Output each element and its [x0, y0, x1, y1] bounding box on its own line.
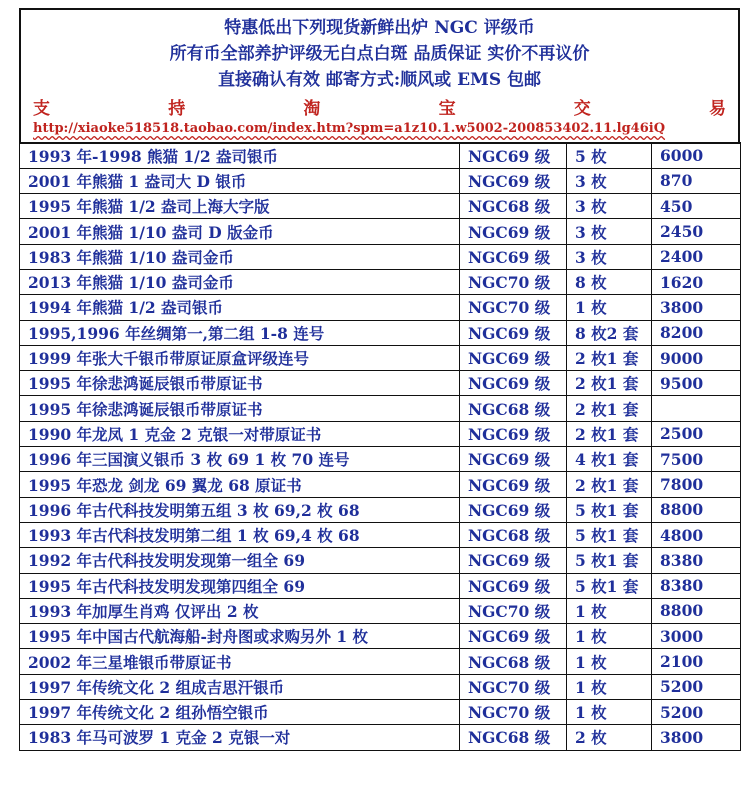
grade-cell: NGC69 级	[460, 447, 567, 472]
coin-name-cell: 1994 年熊猫 1/2 盎司银币	[20, 295, 460, 320]
quantity-cell: 3 枚	[567, 244, 652, 269]
quantity-cell: 2 枚1 套	[567, 421, 652, 446]
grade-cell: NGC69 级	[460, 168, 567, 193]
coin-name-cell: 1992 年古代科技发明发现第一组全 69	[20, 548, 460, 573]
quantity-cell: 5 枚1 套	[567, 497, 652, 522]
quantity-cell: 5 枚1 套	[567, 522, 652, 547]
price-cell: 870	[652, 168, 741, 193]
table-row	[20, 598, 741, 623]
quantity-cell: 5 枚1 套	[567, 573, 652, 598]
table-row	[20, 244, 741, 269]
coin-listing-table	[19, 142, 741, 751]
table-row	[20, 548, 741, 573]
price-cell: 7500	[652, 447, 741, 472]
grade-cell: NGC69 级	[460, 143, 567, 168]
quantity-cell: 1 枚	[567, 700, 652, 725]
price-cell: 7800	[652, 472, 741, 497]
coin-name-cell: 1983 年马可波罗 1 克金 2 克银一对	[20, 725, 460, 750]
table-row	[20, 194, 741, 219]
price-cell: 8800	[652, 497, 741, 522]
quantity-cell: 5 枚	[567, 143, 652, 168]
quantity-cell: 2 枚1 套	[567, 345, 652, 370]
table-row	[20, 624, 741, 649]
table-row	[20, 168, 741, 193]
price-cell	[652, 396, 741, 421]
grade-cell: NGC69 级	[460, 548, 567, 573]
quantity-cell: 1 枚	[567, 598, 652, 623]
coin-name-cell: 1995 年中国古代航海船-封舟图或求购另外 1 枚	[20, 624, 460, 649]
price-cell: 2400	[652, 244, 741, 269]
table-row	[20, 295, 741, 320]
shop-url-link[interactable]: http://xiaoke518518.taobao.com/index.htm?spm=a1z10.1.w5002-200853402.11.lg46iQ	[33, 121, 666, 136]
table-row	[20, 396, 741, 421]
grade-cell: NGC69 级	[460, 624, 567, 649]
coin-name-cell: 1995 年古代科技发明发现第四组全 69	[20, 573, 460, 598]
table-row	[20, 472, 741, 497]
price-cell: 8200	[652, 320, 741, 345]
coin-name-cell: 1993 年-1998 熊猫 1/2 盎司银币	[20, 143, 460, 168]
table-row	[20, 320, 741, 345]
coin-name-cell: 1996 年三国演义银币 3 枚 69 1 枚 70 连号	[20, 447, 460, 472]
quantity-cell: 3 枚	[567, 219, 652, 244]
quantity-cell: 3 枚	[567, 168, 652, 193]
price-cell: 3000	[652, 624, 741, 649]
price-cell: 3800	[652, 295, 741, 320]
grade-cell: NGC69 级	[460, 244, 567, 269]
price-cell: 6000	[652, 143, 741, 168]
coin-name-cell: 1983 年熊猫 1/10 盎司金币	[20, 244, 460, 269]
price-cell: 2500	[652, 421, 741, 446]
quantity-cell: 2 枚	[567, 725, 652, 750]
quantity-cell: 2 枚1 套	[567, 472, 652, 497]
quantity-cell: 1 枚	[567, 674, 652, 699]
quantity-cell: 1 枚	[567, 649, 652, 674]
grade-cell: NGC69 级	[460, 472, 567, 497]
table-row	[20, 573, 741, 598]
coin-name-cell: 1993 年古代科技发明第二组 1 枚 69,4 枚 68	[20, 522, 460, 547]
coin-name-cell: 2001 年熊猫 1 盎司大 D 银币	[20, 168, 460, 193]
table-row	[20, 497, 741, 522]
quantity-cell: 8 枚2 套	[567, 320, 652, 345]
grade-cell: NGC70 级	[460, 700, 567, 725]
coin-name-cell: 1997 年传统文化 2 组孙悟空银币	[20, 700, 460, 725]
table-row	[20, 421, 741, 446]
taobao-support-line	[33, 94, 726, 119]
grade-cell: NGC68 级	[460, 725, 567, 750]
grade-cell: NGC69 级	[460, 371, 567, 396]
support-char: 持	[168, 99, 186, 119]
grade-cell: NGC70 级	[460, 598, 567, 623]
price-cell: 5200	[652, 674, 741, 699]
quantity-cell: 3 枚	[567, 194, 652, 219]
price-cell: 8380	[652, 573, 741, 598]
grade-cell: NGC69 级	[460, 320, 567, 345]
table-row	[20, 725, 741, 750]
coin-name-cell: 2002 年三星堆银币带原证书	[20, 649, 460, 674]
quantity-cell: 1 枚	[567, 624, 652, 649]
header-box	[19, 8, 740, 142]
coin-name-cell: 2001 年熊猫 1/10 盎司 D 版金币	[20, 219, 460, 244]
support-char: 易	[708, 99, 726, 119]
grade-cell: NGC68 级	[460, 649, 567, 674]
support-char: 交	[573, 99, 591, 119]
grade-cell: NGC68 级	[460, 194, 567, 219]
quantity-cell: 2 枚1 套	[567, 371, 652, 396]
grade-cell: NGC68 级	[460, 396, 567, 421]
grade-cell: NGC69 级	[460, 497, 567, 522]
coin-name-cell: 1995 年徐悲鸿诞辰银币带原证书	[20, 371, 460, 396]
table-row	[20, 143, 741, 168]
price-cell: 450	[652, 194, 741, 219]
support-char: 支	[33, 99, 50, 119]
coin-name-cell: 1995,1996 年丝绸第一,第二组 1-8 连号	[20, 320, 460, 345]
table-row	[20, 674, 741, 699]
grade-cell: NGC69 级	[460, 345, 567, 370]
grade-cell: NGC70 级	[460, 269, 567, 294]
support-char: 宝	[438, 99, 456, 119]
coin-name-cell: 1990 年龙凤 1 克金 2 克银一对带原证书	[20, 421, 460, 446]
coin-name-cell: 2013 年熊猫 1/10 盎司金币	[20, 269, 460, 294]
grade-cell: NGC70 级	[460, 674, 567, 699]
table-row	[20, 219, 741, 244]
table-row	[20, 522, 741, 547]
table-row	[20, 345, 741, 370]
quantity-cell: 2 枚1 套	[567, 396, 652, 421]
table-row	[20, 371, 741, 396]
grade-cell: NGC70 级	[460, 295, 567, 320]
quantity-cell: 4 枚1 套	[567, 447, 652, 472]
grade-cell: NGC69 级	[460, 573, 567, 598]
price-cell: 9500	[652, 371, 741, 396]
quantity-cell: 1 枚	[567, 295, 652, 320]
coin-name-cell: 1993 年加厚生肖鸡 仅评出 2 枚	[20, 598, 460, 623]
headline: 特惠低出下列现货新鲜出炉 NGC 评级币	[224, 18, 535, 38]
price-cell: 5200	[652, 700, 741, 725]
price-cell: 2100	[652, 649, 741, 674]
grade-cell: NGC69 级	[460, 421, 567, 446]
price-cell: 9000	[652, 345, 741, 370]
table-row	[20, 649, 741, 674]
shipping-statement: 直接确认有效 邮寄方式:顺风或 EMS 包邮	[217, 70, 542, 90]
coin-name-cell: 1999 年张大千银币带原证原盒评级连号	[20, 345, 460, 370]
coin-name-cell: 1996 年古代科技发明第五组 3 枚 69,2 枚 68	[20, 497, 460, 522]
price-cell: 4800	[652, 522, 741, 547]
price-cell: 8800	[652, 598, 741, 623]
grade-cell: NGC69 级	[460, 219, 567, 244]
coin-name-cell: 1995 年恐龙 剑龙 69 翼龙 68 原证书	[20, 472, 460, 497]
quantity-cell: 8 枚	[567, 269, 652, 294]
quantity-cell: 5 枚1 套	[567, 548, 652, 573]
document-sheet	[19, 8, 740, 751]
table-row	[20, 447, 741, 472]
table-row	[20, 700, 741, 725]
price-cell: 1620	[652, 269, 741, 294]
coin-name-cell: 1997 年传统文化 2 组成吉思汗银币	[20, 674, 460, 699]
quality-statement: 所有币全部养护评级无白点白斑 品质保证 实价不再议价	[169, 44, 590, 64]
price-cell: 3800	[652, 725, 741, 750]
coin-name-cell: 1995 年徐悲鸿诞辰银币带原证书	[20, 396, 460, 421]
price-cell: 2450	[652, 219, 741, 244]
coin-name-cell: 1995 年熊猫 1/2 盎司上海大字版	[20, 194, 460, 219]
table-row	[20, 269, 741, 294]
grade-cell: NGC68 级	[460, 522, 567, 547]
support-char: 淘	[303, 99, 321, 119]
price-cell: 8380	[652, 548, 741, 573]
